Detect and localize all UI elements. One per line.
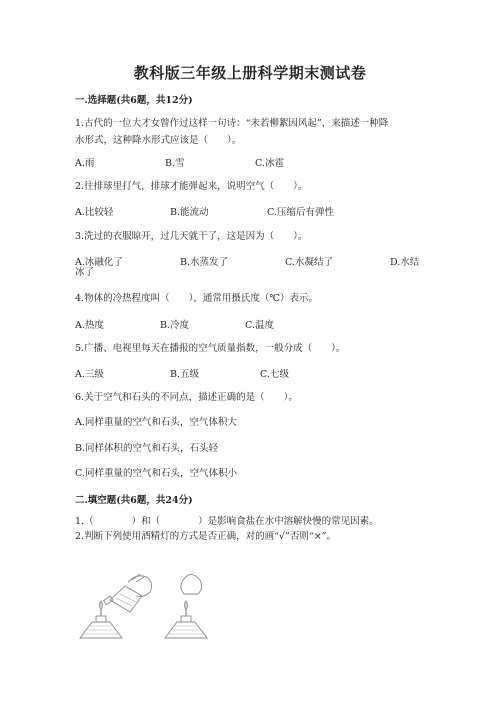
section-heading-fill-blank: 二.填空题(共6题，共24分) <box>75 495 193 506</box>
option-b: B.能流动 <box>170 207 209 218</box>
question-1-options <box>75 155 435 169</box>
page-title: 教科版三年级上册科学期末测试卷 <box>133 64 367 82</box>
question-2-options <box>75 204 435 218</box>
option-b: B.雪 <box>165 158 185 169</box>
option-b: B.五级 <box>170 369 200 380</box>
alcohol-lamp-lighting-illustration <box>80 574 152 638</box>
option-a: A.比较轻 <box>75 207 114 218</box>
question-6: 6.关于空气和石头的不同点，描述正确的是（ ）。 <box>75 392 298 403</box>
option-b: B.水蒸发了 <box>180 257 229 268</box>
fill-question-2: 2.判断下列使用酒精灯的方式是否正确，对的画“√”否则“×”。 <box>75 531 337 542</box>
question-6-option-c: C.同样重量的空气和石头，空气体积小 <box>75 468 237 479</box>
option-a: A.热度 <box>75 320 104 331</box>
question-1-line-1: 1.古代的一位大才女曾作过这样一句诗：“未若柳絮因风起”，来描述一种降 <box>75 118 389 129</box>
option-a: A.雨 <box>75 158 95 169</box>
question-4-options <box>75 317 435 331</box>
option-a: A.三级 <box>75 369 104 380</box>
option-b: B.冷度 <box>160 320 190 331</box>
question-2: 2.往排球里打气，排球才能弹起来，说明空气（ ）。 <box>75 181 308 192</box>
alcohol-lamp-figures <box>70 560 230 655</box>
option-c: C.冰雹 <box>255 158 284 169</box>
fill-question-1: 1.（ ）和（ ）是影响食盐在水中溶解快慢的常见因素。 <box>75 516 379 527</box>
option-c: C.七级 <box>260 369 289 380</box>
question-5-options <box>75 366 435 380</box>
option-c: C.压缩后有弹性 <box>267 207 334 218</box>
question-3-option-d-continuation: 冰了 <box>75 267 95 278</box>
option-c: C.温度 <box>245 320 274 331</box>
alcohol-lamp-with-cap-illustration <box>165 574 207 638</box>
question-1-line-2: 水形式，这种降水形式应该是（ ）。 <box>75 135 242 146</box>
question-3: 3.洗过的衣服晾开，过几天就干了，这是因为（ ）。 <box>75 231 308 242</box>
question-4: 4.物体的冷热程度叫（ ），通常用摄氏度（℃）表示。 <box>75 293 318 304</box>
section-heading-choice: 一.选择题(共6题，共12分) <box>75 95 193 106</box>
question-6-option-a: A.同样重量的空气和石头，空气体积大 <box>75 417 237 428</box>
question-1 <box>75 115 427 149</box>
option-a: A.冰融化了 <box>75 257 123 268</box>
question-5: 5.广播、电视里每天在播报的空气质量指数，一般分成（ ）。 <box>75 343 346 354</box>
option-c: C.水凝结了 <box>285 257 333 268</box>
question-6-option-b: B.同样体积的空气和石头，石头轻 <box>75 443 219 454</box>
option-d: D.水结 <box>390 257 420 268</box>
